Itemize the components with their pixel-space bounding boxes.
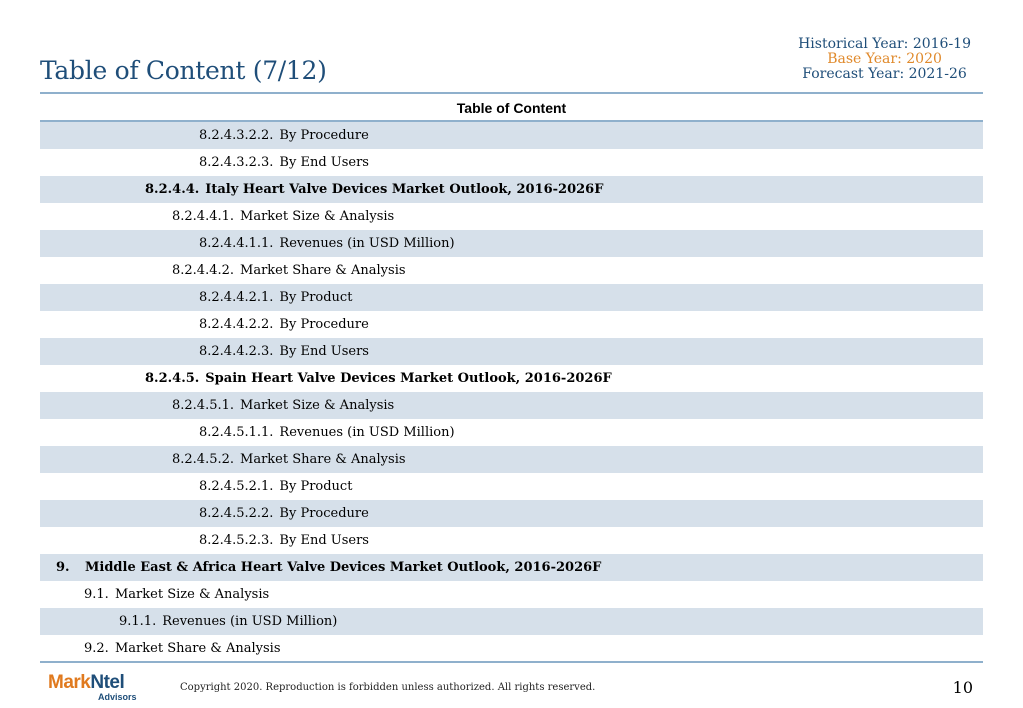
toc-row xyxy=(40,527,983,554)
toc-row-text: Market Share & Analysis xyxy=(240,452,406,467)
toc-row-text: By Procedure xyxy=(279,317,369,332)
toc-row-number: 9.2. xyxy=(84,641,109,656)
toc-row xyxy=(40,203,983,230)
toc-row-number: 8.2.4.5.2.3. xyxy=(199,533,274,548)
toc-row-text: Market Size & Analysis xyxy=(115,587,270,602)
top-divider xyxy=(40,92,983,94)
toc-row-text: Market Size & Analysis xyxy=(240,398,395,413)
toc-row-number: 8.2.4.5.2.2. xyxy=(199,506,274,521)
toc-row-number: 9.1.1. xyxy=(119,614,157,629)
logo-ntel: Ntel xyxy=(90,672,125,693)
toc-row-text: By End Users xyxy=(279,533,369,548)
toc-row-number: 9. xyxy=(56,560,70,575)
toc-table xyxy=(40,122,983,662)
toc-row-text: By Product xyxy=(279,290,353,305)
toc-row-number: 8.2.4.4.1. xyxy=(172,209,235,224)
toc-row-text: By Procedure xyxy=(279,128,369,143)
toc-row-number: 8.2.4.3.2.3. xyxy=(199,155,274,170)
toc-row xyxy=(40,554,983,581)
toc-row-text: Revenues (in USD Million) xyxy=(162,614,338,629)
toc-row-number: 8.2.4.4.2. xyxy=(172,263,235,278)
toc-row-text: By Procedure xyxy=(279,506,369,521)
toc-row xyxy=(40,581,983,608)
toc-row-number: 8.2.4.5.1. xyxy=(172,398,235,413)
logo-mark: Mark xyxy=(48,672,91,693)
toc-row xyxy=(40,311,983,338)
toc-row xyxy=(40,392,983,419)
toc-row-number: 9.1. xyxy=(84,587,109,602)
toc-row-number: 8.2.4.5.2. xyxy=(172,452,235,467)
toc-row-text: Spain Heart Valve Devices Market Outlook, 2016-2026F xyxy=(205,371,612,386)
copyright-text: Copyright 2020. Reproduction is forbidden unless authorized. All rights reserved. xyxy=(180,682,596,693)
toc-row xyxy=(40,473,983,500)
toc-heading: Table of Content xyxy=(40,96,983,122)
toc-row-text: By End Users xyxy=(279,344,369,359)
toc-row xyxy=(40,419,983,446)
toc-row-number: 8.2.4.4.2.2. xyxy=(199,317,274,332)
toc-row xyxy=(40,635,983,662)
toc-row-text: By Product xyxy=(279,479,353,494)
toc-row-text: By End Users xyxy=(279,155,369,170)
year-info xyxy=(798,37,971,82)
base-year: Base Year: 2020 xyxy=(827,51,942,67)
toc-row xyxy=(40,365,983,392)
toc-row-number: 8.2.4.3.2.2. xyxy=(199,128,274,143)
toc-row xyxy=(40,257,983,284)
logo-subtitle: Advisors xyxy=(98,692,137,702)
toc-row-number: 8.2.4.4. xyxy=(145,182,200,197)
bottom-divider xyxy=(40,661,983,663)
toc-row xyxy=(40,284,983,311)
toc-row-text: Revenues (in USD Million) xyxy=(279,236,455,251)
page-number: 10 xyxy=(952,678,973,697)
toc-row-number: 8.2.4.5. xyxy=(145,371,200,386)
toc-row-text: Market Share & Analysis xyxy=(240,263,406,278)
forecast-year: Forecast Year: 2021-26 xyxy=(802,66,967,82)
toc-row xyxy=(40,149,983,176)
toc-row-number: 8.2.4.5.1.1. xyxy=(199,425,274,440)
marknetel-logo xyxy=(48,672,137,702)
toc-row xyxy=(40,122,983,149)
toc-row-text: Italy Heart Valve Devices Market Outlook, 2016-2026F xyxy=(205,182,604,197)
toc-row xyxy=(40,176,983,203)
toc-row-text: Revenues (in USD Million) xyxy=(279,425,455,440)
toc-row-number: 8.2.4.4.1.1. xyxy=(199,236,274,251)
toc-row-text: Middle East & Africa Heart Valve Devices Market Outlook, 2016-2026F xyxy=(85,560,602,575)
toc-row xyxy=(40,608,983,635)
page-title: Table of Content (7/12) xyxy=(40,56,327,85)
toc-row-text: Market Size & Analysis xyxy=(240,209,395,224)
toc-row xyxy=(40,500,983,527)
historical-year: Historical Year: 2016-19 xyxy=(798,36,971,52)
toc-row xyxy=(40,230,983,257)
toc-row-number: 8.2.4.4.2.3. xyxy=(199,344,274,359)
toc-row-number: 8.2.4.5.2.1. xyxy=(199,479,274,494)
toc-row xyxy=(40,338,983,365)
toc-row xyxy=(40,446,983,473)
toc-row-number: 8.2.4.4.2.1. xyxy=(199,290,274,305)
toc-row-text: Market Share & Analysis xyxy=(115,641,281,656)
